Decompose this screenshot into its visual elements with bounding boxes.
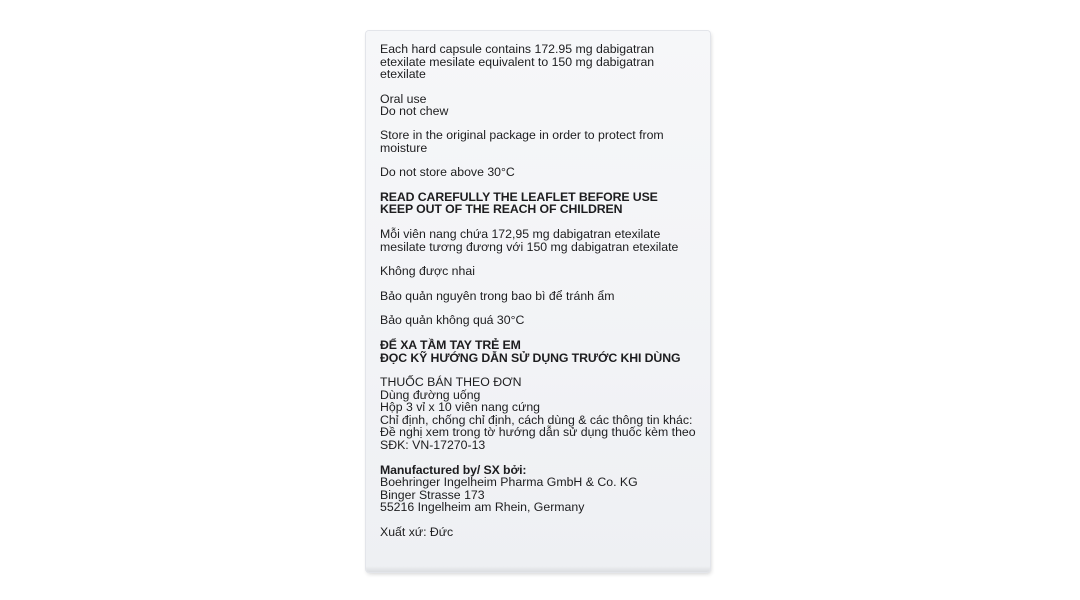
vietnamese-warning-children: ĐỂ XA TẦM TAY TRẺ EM xyxy=(380,337,521,352)
vietnamese-route: Dùng đường uống xyxy=(380,387,481,402)
vietnamese-storage-moisture: Bảo quản nguyên trong bao bì để tránh ẩm xyxy=(380,288,615,303)
vietnamese-composition: Mỗi viên nang chứa 172,95 mg dabigatran etexilate mesilate tương đương với 150 mg dabigatran etexilate xyxy=(380,226,679,254)
english-do-not-chew: Do not chew xyxy=(380,104,449,119)
manufacturer-city: 55216 Ingelheim am Rhein, Germany xyxy=(380,500,585,515)
english-storage-temp: Do not store above 30°C xyxy=(380,165,515,180)
english-warning-children: KEEP OUT OF THE REACH OF CHILDREN xyxy=(380,202,623,217)
medicine-box-side-panel xyxy=(366,31,710,572)
vietnamese-pack: Hộp 3 vỉ x 10 viên nang cứng xyxy=(380,400,540,415)
vietnamese-storage-temp: Bảo quản không quá 30°C xyxy=(380,313,525,328)
manufacturer-street: Binger Strasse 173 xyxy=(380,487,485,502)
english-warning-leaflet: READ CAREFULLY THE LEAFLET BEFORE USE xyxy=(380,189,658,204)
vietnamese-warning-leaflet: ĐỌC KỸ HƯỚNG DẪN SỬ DỤNG TRƯỚC KHI DÙNG xyxy=(380,350,681,365)
vietnamese-prescription: THUỐC BÁN THEO ĐƠN xyxy=(380,375,522,390)
manufacturer-name: Boehringer Ingelheim Pharma GmbH & Co. KG xyxy=(380,475,638,490)
label-text xyxy=(380,43,700,539)
english-storage-moisture: Store in the original package in order to protect from moisture xyxy=(380,127,664,155)
country-of-origin: Xuất xứ: Đức xyxy=(380,525,454,540)
english-composition: Each hard capsule contains 172.95 mg dabigatran etexilate mesilate equivalent to 150 mg dabigatran etexilate xyxy=(380,42,655,82)
manufacturer-heading: Manufactured by/ SX bởi: xyxy=(380,462,527,477)
vietnamese-registration: SĐK: VN-17270-13 xyxy=(380,438,486,453)
vietnamese-indications: Chỉ định, chống chỉ định, cách dùng & các thông tin khác: Đề nghị xem trong tờ hướng dẫn sử dụng thuốc kèm theo xyxy=(380,412,696,440)
vietnamese-do-not-chew: Không được nhai xyxy=(380,264,475,279)
english-oral-use: Oral use xyxy=(380,91,427,106)
